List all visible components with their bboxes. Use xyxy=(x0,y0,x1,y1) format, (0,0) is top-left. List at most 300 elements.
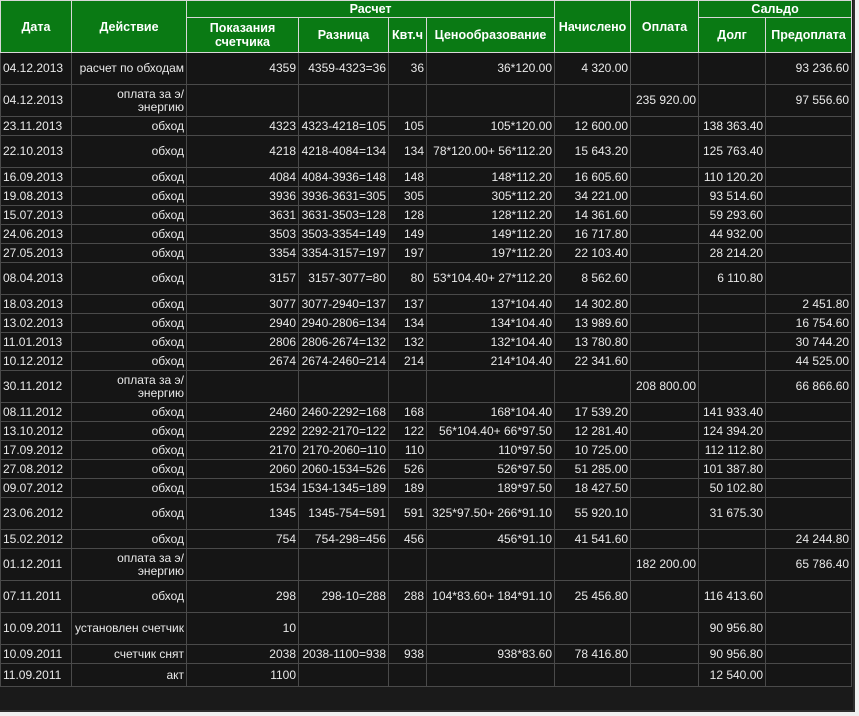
cell-reading: 4359 xyxy=(187,53,299,85)
cell-reading: 1345 xyxy=(187,498,299,530)
cell-kwh: 134 xyxy=(389,314,427,333)
cell-action: расчет по обходам xyxy=(72,53,187,85)
cell-date: 01.12.2011 xyxy=(1,549,72,581)
cell-reading: 10 xyxy=(187,613,299,645)
cell-date: 23.11.2013 xyxy=(1,117,72,136)
table-row[interactable] xyxy=(1,530,852,549)
cell-reading: 3077 xyxy=(187,295,299,314)
cell-difference: 2940-2806=134 xyxy=(299,314,389,333)
cell-kwh: 80 xyxy=(389,263,427,295)
cell-pricing xyxy=(427,85,555,117)
cell-payment xyxy=(631,263,699,295)
cell-prepayment xyxy=(766,136,852,168)
cell-pricing: 305*112.20 xyxy=(427,187,555,206)
cell-payment xyxy=(631,117,699,136)
cell-charged xyxy=(555,549,631,581)
cell-kwh: 36 xyxy=(389,53,427,85)
cell-kwh: 526 xyxy=(389,460,427,479)
cell-difference: 4218-4084=134 xyxy=(299,136,389,168)
cell-kwh xyxy=(389,85,427,117)
cell-kwh: 214 xyxy=(389,352,427,371)
cell-debt xyxy=(699,333,766,352)
table-row[interactable] xyxy=(1,168,852,187)
cell-payment xyxy=(631,333,699,352)
cell-difference xyxy=(299,85,389,117)
cell-reading: 4084 xyxy=(187,168,299,187)
cell-date: 24.06.2013 xyxy=(1,225,72,244)
header-group-calc: Расчет xyxy=(187,1,555,18)
cell-pricing: 325*97.50+ 266*91.10 xyxy=(427,498,555,530)
cell-pricing: 526*97.50 xyxy=(427,460,555,479)
cell-debt: 50 102.80 xyxy=(699,479,766,498)
cell-pricing: 104*83.60+ 184*91.10 xyxy=(427,581,555,613)
table-row[interactable] xyxy=(1,85,852,117)
cell-pricing: 938*83.60 xyxy=(427,645,555,664)
table-row[interactable] xyxy=(1,136,852,168)
cell-reading: 2806 xyxy=(187,333,299,352)
table-row[interactable] xyxy=(1,263,852,295)
cell-prepayment xyxy=(766,206,852,225)
cell-pricing: 78*120.00+ 56*112.20 xyxy=(427,136,555,168)
header-prepayment[interactable]: Предоплата xyxy=(766,18,852,53)
cell-charged: 14 361.60 xyxy=(555,206,631,225)
table-row[interactable] xyxy=(1,460,852,479)
cell-action: обход xyxy=(72,295,187,314)
cell-payment xyxy=(631,53,699,85)
cell-debt: 44 932.00 xyxy=(699,225,766,244)
cell-prepayment: 16 754.60 xyxy=(766,314,852,333)
cell-pricing xyxy=(427,613,555,645)
cell-prepayment xyxy=(766,581,852,613)
cell-payment xyxy=(631,403,699,422)
cell-kwh: 288 xyxy=(389,581,427,613)
cell-payment xyxy=(631,244,699,263)
cell-kwh: 132 xyxy=(389,333,427,352)
cell-action: обход xyxy=(72,206,187,225)
cell-action: обход xyxy=(72,422,187,441)
cell-action: оплата за э/энергию xyxy=(72,371,187,403)
cell-reading: 2674 xyxy=(187,352,299,371)
cell-debt: 116 413.60 xyxy=(699,581,766,613)
cell-kwh: 110 xyxy=(389,441,427,460)
cell-date: 15.07.2013 xyxy=(1,206,72,225)
cell-charged: 13 780.80 xyxy=(555,333,631,352)
cell-prepayment xyxy=(766,460,852,479)
cell-payment xyxy=(631,530,699,549)
cell-payment xyxy=(631,295,699,314)
cell-prepayment xyxy=(766,613,852,645)
header-date[interactable]: Дата xyxy=(1,1,72,53)
cell-reading: 298 xyxy=(187,581,299,613)
cell-payment xyxy=(631,225,699,244)
cell-debt: 6 110.80 xyxy=(699,263,766,295)
cell-prepayment xyxy=(766,263,852,295)
cell-prepayment: 66 866.60 xyxy=(766,371,852,403)
cell-prepayment xyxy=(766,117,852,136)
cell-pricing: 132*104.40 xyxy=(427,333,555,352)
cell-action: счетчик снят xyxy=(72,645,187,664)
table-row[interactable] xyxy=(1,581,852,613)
cell-reading: 2292 xyxy=(187,422,299,441)
cell-prepayment xyxy=(766,244,852,263)
cell-date: 08.04.2013 xyxy=(1,263,72,295)
cell-pricing xyxy=(427,664,555,687)
table-row[interactable] xyxy=(1,645,852,664)
cell-kwh: 134 xyxy=(389,136,427,168)
cell-prepayment: 44 525.00 xyxy=(766,352,852,371)
cell-debt: 112 112.80 xyxy=(699,441,766,460)
header-pricing[interactable]: Ценообразование xyxy=(427,18,555,53)
cell-debt: 59 293.60 xyxy=(699,206,766,225)
cell-payment xyxy=(631,441,699,460)
cell-payment xyxy=(631,136,699,168)
table-row[interactable] xyxy=(1,117,852,136)
cell-difference: 2806-2674=132 xyxy=(299,333,389,352)
cell-kwh: 149 xyxy=(389,225,427,244)
table-row[interactable] xyxy=(1,53,852,85)
cell-kwh: 197 xyxy=(389,244,427,263)
cell-debt xyxy=(699,530,766,549)
cell-action: обход xyxy=(72,117,187,136)
cell-reading xyxy=(187,549,299,581)
table-row[interactable] xyxy=(1,403,852,422)
cell-pricing: 149*112.20 xyxy=(427,225,555,244)
cell-payment: 235 920.00 xyxy=(631,85,699,117)
cell-charged: 51 285.00 xyxy=(555,460,631,479)
cell-reading: 3503 xyxy=(187,225,299,244)
cell-debt: 12 540.00 xyxy=(699,664,766,687)
cell-kwh: 128 xyxy=(389,206,427,225)
header-difference[interactable]: Разница xyxy=(299,18,389,53)
cell-charged: 22 341.60 xyxy=(555,352,631,371)
cell-reading: 3631 xyxy=(187,206,299,225)
cell-difference: 2170-2060=110 xyxy=(299,441,389,460)
cell-difference: 3631-3503=128 xyxy=(299,206,389,225)
cell-action: оплата за э/энергию xyxy=(72,549,187,581)
cell-date: 04.12.2013 xyxy=(1,53,72,85)
header-action[interactable]: Действие xyxy=(72,1,187,53)
cell-debt xyxy=(699,352,766,371)
cell-action: обход xyxy=(72,403,187,422)
cell-charged: 25 456.80 xyxy=(555,581,631,613)
table-row[interactable] xyxy=(1,549,852,581)
cell-difference: 2460-2292=168 xyxy=(299,403,389,422)
cell-pricing: 456*91.10 xyxy=(427,530,555,549)
table-row[interactable] xyxy=(1,206,852,225)
cell-payment xyxy=(631,314,699,333)
cell-pricing: 105*120.00 xyxy=(427,117,555,136)
cell-reading: 754 xyxy=(187,530,299,549)
cell-prepayment xyxy=(766,168,852,187)
cell-reading: 4323 xyxy=(187,117,299,136)
cell-debt: 110 120.20 xyxy=(699,168,766,187)
cell-pricing: 128*112.20 xyxy=(427,206,555,225)
cell-prepayment xyxy=(766,479,852,498)
table-row[interactable] xyxy=(1,333,852,352)
cell-action: обход xyxy=(72,479,187,498)
header-charged[interactable]: Начислено xyxy=(555,1,631,53)
cell-charged: 12 600.00 xyxy=(555,117,631,136)
cell-debt: 124 394.20 xyxy=(699,422,766,441)
cell-debt: 93 514.60 xyxy=(699,187,766,206)
cell-action: обход xyxy=(72,244,187,263)
cell-date: 10.09.2011 xyxy=(1,645,72,664)
cell-charged: 13 989.60 xyxy=(555,314,631,333)
table-row[interactable] xyxy=(1,441,852,460)
cell-pricing: 134*104.40 xyxy=(427,314,555,333)
cell-action: обход xyxy=(72,168,187,187)
cell-kwh: 168 xyxy=(389,403,427,422)
cell-difference xyxy=(299,613,389,645)
cell-difference: 4359-4323=36 xyxy=(299,53,389,85)
cell-action: обход xyxy=(72,136,187,168)
cell-pricing: 137*104.40 xyxy=(427,295,555,314)
table-row[interactable] xyxy=(1,422,852,441)
cell-payment: 182 200.00 xyxy=(631,549,699,581)
cell-action: обход xyxy=(72,187,187,206)
cell-debt xyxy=(699,53,766,85)
cell-charged: 22 103.40 xyxy=(555,244,631,263)
cell-pricing: 197*112.20 xyxy=(427,244,555,263)
cell-pricing: 53*104.40+ 27*112.20 xyxy=(427,263,555,295)
cell-reading: 2940 xyxy=(187,314,299,333)
header-kwh[interactable]: Квт.ч xyxy=(389,18,427,53)
table-row[interactable] xyxy=(1,613,852,645)
cell-reading xyxy=(187,85,299,117)
header-payment[interactable]: Оплата xyxy=(631,1,699,53)
table-row[interactable] xyxy=(1,314,852,333)
cell-prepayment: 97 556.60 xyxy=(766,85,852,117)
table-row[interactable] xyxy=(1,225,852,244)
cell-date: 27.08.2012 xyxy=(1,460,72,479)
table-row[interactable] xyxy=(1,479,852,498)
cell-reading: 3936 xyxy=(187,187,299,206)
cell-action: обход xyxy=(72,333,187,352)
cell-prepayment xyxy=(766,645,852,664)
table-row[interactable] xyxy=(1,352,852,371)
cell-difference xyxy=(299,664,389,687)
cell-date: 23.06.2012 xyxy=(1,498,72,530)
cell-difference xyxy=(299,549,389,581)
cell-difference: 2038-1100=938 xyxy=(299,645,389,664)
cell-charged: 16 717.80 xyxy=(555,225,631,244)
cell-action: обход xyxy=(72,498,187,530)
cell-date: 22.10.2013 xyxy=(1,136,72,168)
cell-difference xyxy=(299,371,389,403)
cell-date: 16.09.2013 xyxy=(1,168,72,187)
cell-prepayment: 93 236.60 xyxy=(766,53,852,85)
cell-prepayment: 24 244.80 xyxy=(766,530,852,549)
table-row[interactable] xyxy=(1,244,852,263)
cell-difference: 1534-1345=189 xyxy=(299,479,389,498)
cell-kwh: 122 xyxy=(389,422,427,441)
cell-action: акт xyxy=(72,664,187,687)
cell-kwh xyxy=(389,549,427,581)
cell-kwh: 105 xyxy=(389,117,427,136)
cell-debt: 90 956.80 xyxy=(699,613,766,645)
cell-prepayment xyxy=(766,225,852,244)
cell-kwh: 591 xyxy=(389,498,427,530)
cell-charged: 18 427.50 xyxy=(555,479,631,498)
cell-charged: 14 302.80 xyxy=(555,295,631,314)
table-row[interactable] xyxy=(1,295,852,314)
cell-prepayment: 2 451.80 xyxy=(766,295,852,314)
cell-reading: 1534 xyxy=(187,479,299,498)
cell-prepayment: 65 786.40 xyxy=(766,549,852,581)
cell-date: 08.11.2012 xyxy=(1,403,72,422)
cell-payment xyxy=(631,187,699,206)
cell-charged: 8 562.60 xyxy=(555,263,631,295)
cell-reading xyxy=(187,371,299,403)
cell-difference: 4084-3936=148 xyxy=(299,168,389,187)
cell-reading: 3354 xyxy=(187,244,299,263)
cell-charged: 34 221.00 xyxy=(555,187,631,206)
cell-difference: 3936-3631=305 xyxy=(299,187,389,206)
cell-date: 11.01.2013 xyxy=(1,333,72,352)
cell-pricing: 36*120.00 xyxy=(427,53,555,85)
cell-debt xyxy=(699,85,766,117)
cell-debt xyxy=(699,295,766,314)
cell-charged: 16 605.60 xyxy=(555,168,631,187)
cell-debt: 141 933.40 xyxy=(699,403,766,422)
cell-difference: 2292-2170=122 xyxy=(299,422,389,441)
cell-payment xyxy=(631,645,699,664)
cell-action: оплата за э/энергию xyxy=(72,85,187,117)
table-body xyxy=(1,53,852,687)
cell-charged: 4 320.00 xyxy=(555,53,631,85)
cell-prepayment: 30 744.20 xyxy=(766,333,852,352)
cell-date: 10.12.2012 xyxy=(1,352,72,371)
cell-date: 17.09.2012 xyxy=(1,441,72,460)
cell-kwh xyxy=(389,664,427,687)
cell-debt: 101 387.80 xyxy=(699,460,766,479)
cell-action: обход xyxy=(72,441,187,460)
cell-difference: 298-10=288 xyxy=(299,581,389,613)
cell-payment xyxy=(631,422,699,441)
cell-payment xyxy=(631,664,699,687)
cell-difference: 3503-3354=149 xyxy=(299,225,389,244)
cell-action: обход xyxy=(72,460,187,479)
cell-debt: 125 763.40 xyxy=(699,136,766,168)
cell-reading: 1100 xyxy=(187,664,299,687)
cell-difference: 2674-2460=214 xyxy=(299,352,389,371)
table-row[interactable] xyxy=(1,371,852,403)
cell-debt xyxy=(699,371,766,403)
cell-reading: 2460 xyxy=(187,403,299,422)
cell-debt xyxy=(699,549,766,581)
cell-action: обход xyxy=(72,581,187,613)
cell-kwh: 189 xyxy=(389,479,427,498)
cell-reading: 3157 xyxy=(187,263,299,295)
table-row[interactable] xyxy=(1,498,852,530)
cell-difference: 754-298=456 xyxy=(299,530,389,549)
cell-date: 07.11.2011 xyxy=(1,581,72,613)
cell-date: 19.08.2013 xyxy=(1,187,72,206)
cell-difference: 2060-1534=526 xyxy=(299,460,389,479)
cell-action: установлен счетчик xyxy=(72,613,187,645)
cell-debt: 31 675.30 xyxy=(699,498,766,530)
cell-pricing: 189*97.50 xyxy=(427,479,555,498)
cell-date: 18.03.2013 xyxy=(1,295,72,314)
cell-payment xyxy=(631,498,699,530)
cell-payment xyxy=(631,613,699,645)
cell-action: обход xyxy=(72,530,187,549)
cell-pricing xyxy=(427,549,555,581)
cell-reading: 2060 xyxy=(187,460,299,479)
cell-reading: 2038 xyxy=(187,645,299,664)
cell-difference: 1345-754=591 xyxy=(299,498,389,530)
cell-difference: 3157-3077=80 xyxy=(299,263,389,295)
cell-payment xyxy=(631,460,699,479)
cell-charged: 78 416.80 xyxy=(555,645,631,664)
cell-date: 30.11.2012 xyxy=(1,371,72,403)
cell-prepayment xyxy=(766,441,852,460)
cell-pricing xyxy=(427,371,555,403)
cell-reading: 2170 xyxy=(187,441,299,460)
cell-payment: 208 800.00 xyxy=(631,371,699,403)
cell-kwh: 137 xyxy=(389,295,427,314)
cell-debt: 90 956.80 xyxy=(699,645,766,664)
cell-pricing: 110*97.50 xyxy=(427,441,555,460)
cell-pricing: 214*104.40 xyxy=(427,352,555,371)
cell-charged xyxy=(555,613,631,645)
cell-debt xyxy=(699,314,766,333)
cell-charged: 10 725.00 xyxy=(555,441,631,460)
cell-pricing: 148*112.20 xyxy=(427,168,555,187)
cell-action: обход xyxy=(72,314,187,333)
header-reading[interactable]: Показания счетчика xyxy=(187,18,299,53)
cell-date: 13.02.2013 xyxy=(1,314,72,333)
cell-prepayment xyxy=(766,422,852,441)
cell-charged xyxy=(555,664,631,687)
header-group-balance: Сальдо xyxy=(699,1,852,18)
table-row[interactable] xyxy=(1,664,852,687)
cell-kwh: 456 xyxy=(389,530,427,549)
cell-kwh: 148 xyxy=(389,168,427,187)
cell-reading: 4218 xyxy=(187,136,299,168)
cell-prepayment xyxy=(766,403,852,422)
cell-payment xyxy=(631,168,699,187)
cell-date: 10.09.2011 xyxy=(1,613,72,645)
cell-charged: 55 920.10 xyxy=(555,498,631,530)
cell-pricing: 168*104.40 xyxy=(427,403,555,422)
cell-difference: 3077-2940=137 xyxy=(299,295,389,314)
cell-payment xyxy=(631,206,699,225)
cell-date: 09.07.2012 xyxy=(1,479,72,498)
cell-charged: 15 643.20 xyxy=(555,136,631,168)
cell-payment xyxy=(631,479,699,498)
cell-difference: 3354-3157=197 xyxy=(299,244,389,263)
cell-kwh: 305 xyxy=(389,187,427,206)
cell-debt: 28 214.20 xyxy=(699,244,766,263)
cell-action: обход xyxy=(72,225,187,244)
table-row[interactable] xyxy=(1,187,852,206)
cell-action: обход xyxy=(72,352,187,371)
cell-prepayment xyxy=(766,664,852,687)
cell-difference: 4323-4218=105 xyxy=(299,117,389,136)
cell-date: 04.12.2013 xyxy=(1,85,72,117)
cell-pricing: 56*104.40+ 66*97.50 xyxy=(427,422,555,441)
cell-charged xyxy=(555,85,631,117)
cell-date: 11.09.2011 xyxy=(1,664,72,687)
cell-payment xyxy=(631,352,699,371)
cell-payment xyxy=(631,581,699,613)
cell-action: обход xyxy=(72,263,187,295)
header-debt[interactable]: Долг xyxy=(699,18,766,53)
cell-charged xyxy=(555,371,631,403)
cell-date: 15.02.2012 xyxy=(1,530,72,549)
cell-prepayment xyxy=(766,498,852,530)
